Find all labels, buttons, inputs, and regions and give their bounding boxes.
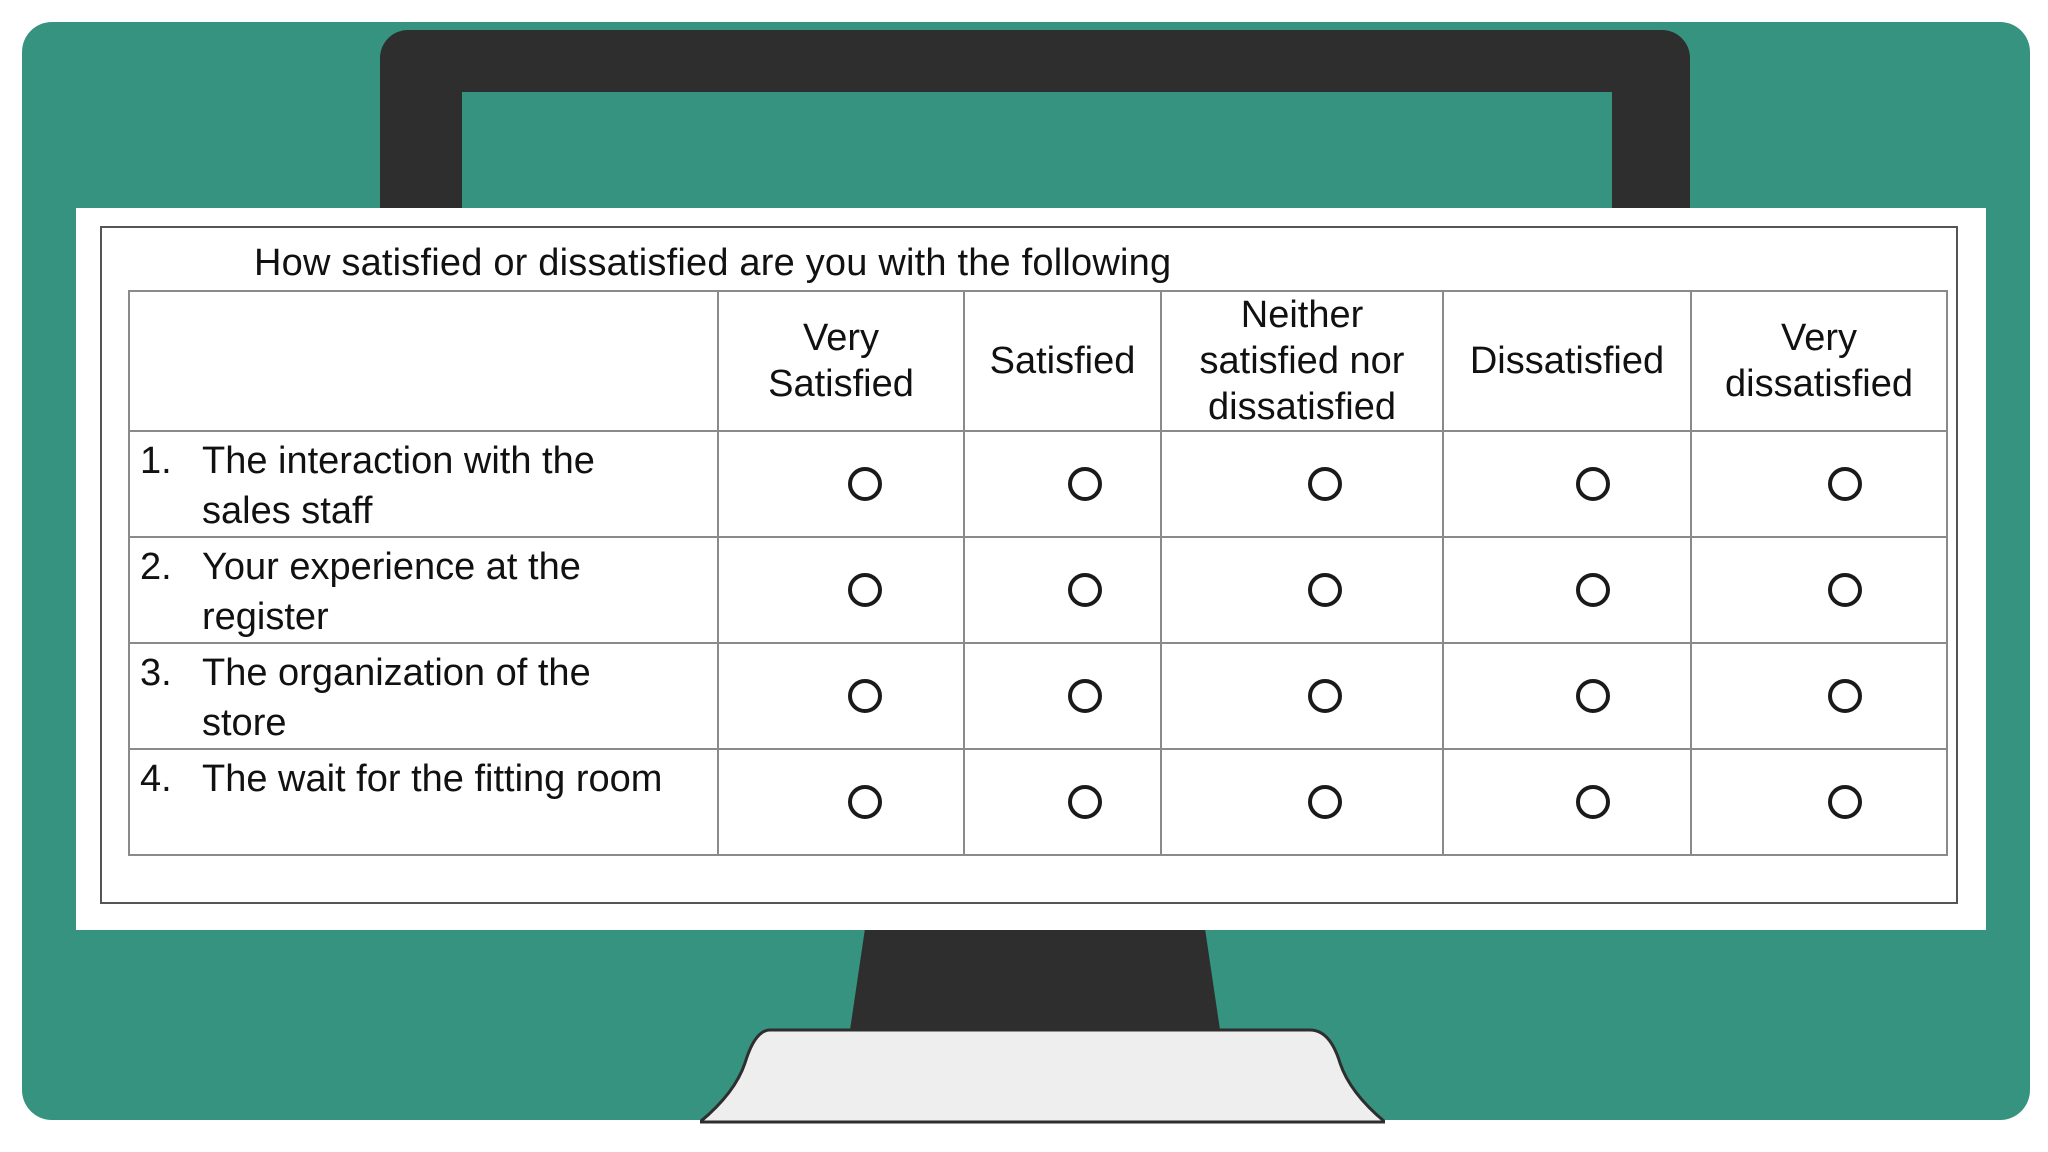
radio-button-icon[interactable] <box>1828 467 1862 501</box>
option-cell <box>1691 643 1947 749</box>
option-cell <box>1443 537 1691 643</box>
item-label-cell <box>129 643 718 749</box>
item-number: 1. <box>140 440 172 482</box>
table-row <box>129 431 1947 537</box>
option-cell <box>718 431 964 537</box>
radio-button-icon[interactable] <box>848 679 882 713</box>
option-cell <box>964 431 1161 537</box>
item-text: Your experience at the register <box>202 546 581 638</box>
monitor-neck <box>850 930 1220 1030</box>
monitor-stand-base <box>700 1028 1385 1124</box>
option-cell <box>1691 431 1947 537</box>
radio-button-icon[interactable] <box>1068 785 1102 819</box>
item-number: 3. <box>140 652 172 694</box>
option-cell <box>1161 643 1443 749</box>
radio-button-icon[interactable] <box>1576 679 1610 713</box>
option-cell <box>1443 643 1691 749</box>
header-very-satisfied <box>718 291 964 431</box>
radio-button-icon[interactable] <box>1828 679 1862 713</box>
survey-card <box>76 208 1986 930</box>
radio-button-icon[interactable] <box>1576 785 1610 819</box>
option-cell <box>1443 749 1691 855</box>
header-row <box>129 291 1947 431</box>
item-label-cell <box>129 749 718 855</box>
option-cell <box>718 643 964 749</box>
option-cell <box>1691 749 1947 855</box>
radio-button-icon[interactable] <box>1308 467 1342 501</box>
radio-button-icon[interactable] <box>1308 679 1342 713</box>
item-text: The organization of the store <box>202 652 591 744</box>
option-cell <box>1161 749 1443 855</box>
survey-frame <box>100 226 1958 904</box>
item-text: The wait for the fitting room <box>202 758 663 800</box>
option-cell <box>1443 431 1691 537</box>
radio-button-icon[interactable] <box>1828 785 1862 819</box>
header-blank <box>129 291 718 431</box>
option-cell <box>964 643 1161 749</box>
radio-button-icon[interactable] <box>1068 679 1102 713</box>
radio-button-icon[interactable] <box>848 467 882 501</box>
option-cell <box>1691 537 1947 643</box>
header-neutral <box>1161 291 1443 431</box>
header-satisfied: Satisfied <box>964 291 1161 431</box>
radio-button-icon[interactable] <box>1068 467 1102 501</box>
radio-button-icon[interactable] <box>1828 573 1862 607</box>
radio-button-icon[interactable] <box>1576 467 1610 501</box>
survey-question: How satisfied or dissatisfied are you with the following <box>254 242 1172 284</box>
option-cell <box>718 749 964 855</box>
header-neutral-label: Neither satisfied nor dissatisfied <box>1199 294 1405 428</box>
radio-button-icon[interactable] <box>848 785 882 819</box>
header-very-satisfied-label: Very Satisfied <box>768 317 914 405</box>
item-label-cell <box>129 431 718 537</box>
radio-button-icon[interactable] <box>1308 785 1342 819</box>
option-cell <box>1161 431 1443 537</box>
option-cell <box>1161 537 1443 643</box>
header-dissatisfied: Dissatisfied <box>1443 291 1691 431</box>
table-row <box>129 749 1947 855</box>
header-very-dissatisfied <box>1691 291 1947 431</box>
option-cell <box>964 749 1161 855</box>
item-text: The interaction with the sales staff <box>202 440 595 532</box>
radio-button-icon[interactable] <box>848 573 882 607</box>
table-row <box>129 537 1947 643</box>
item-label-cell <box>129 537 718 643</box>
radio-button-icon[interactable] <box>1576 573 1610 607</box>
rating-table <box>128 290 1948 856</box>
option-cell <box>964 537 1161 643</box>
option-cell <box>718 537 964 643</box>
radio-button-icon[interactable] <box>1068 573 1102 607</box>
table-row <box>129 643 1947 749</box>
item-number: 4. <box>140 758 172 800</box>
radio-button-icon[interactable] <box>1308 573 1342 607</box>
header-very-dissatisfied-label: Very dissatisfied <box>1725 317 1913 405</box>
item-number: 2. <box>140 546 172 588</box>
